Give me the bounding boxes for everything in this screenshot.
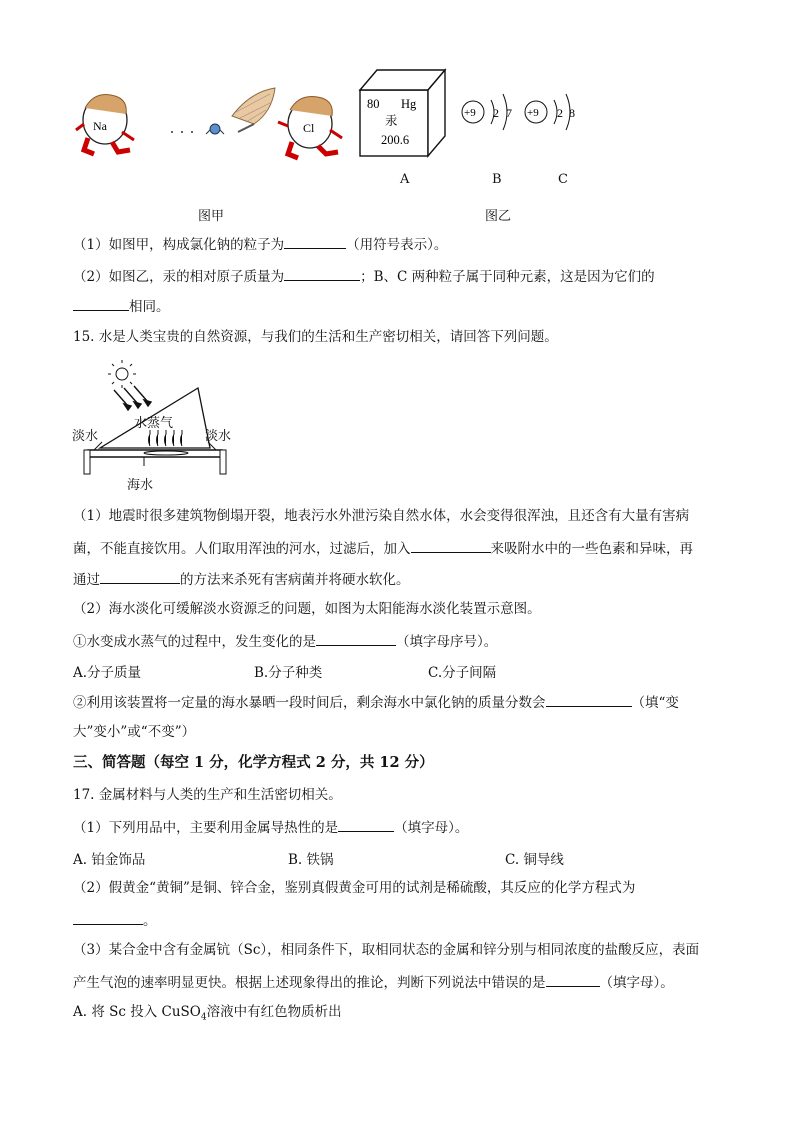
letter-a: A <box>400 172 410 187</box>
label-sea: 海水 <box>127 478 154 493</box>
figure-yi <box>355 62 605 162</box>
label-fresh-left: 淡水 <box>72 429 99 444</box>
q15-sub2: ②利用该装置将一定量的海水暴晒一段时间后，剩余海水中氯化钠的质量分数会 （填“变 <box>73 692 679 712</box>
q17-part2-cont: 。 <box>73 910 157 930</box>
q15-option-a: A.分子质量 <box>73 665 142 681</box>
answer-blank[interactable] <box>411 538 491 553</box>
answer-blank[interactable] <box>100 569 180 584</box>
atom-b-shell-2: 7 <box>506 106 512 120</box>
q17-part2: （2）假黄金“黄铜”是铜、锌合金，鉴别真假黄金可用的试剂是稀硫酸，其反应的化学方程式为 <box>73 880 636 896</box>
label-vapor: 水蒸气 <box>134 416 174 431</box>
answer-blank[interactable] <box>73 296 129 311</box>
q15-sub2-cont: 大”变小”或“不变”） <box>73 724 196 740</box>
sodium-chloride-cartoon <box>60 80 360 170</box>
q14-part1: （1）如图甲，构成氯化钠的粒子为 （用符号表示）。 <box>73 234 447 254</box>
letter-c: C <box>558 172 568 187</box>
letter-b: B <box>492 172 502 187</box>
atom-c-shell-1: 2 <box>557 106 563 120</box>
element-symbol: Hg <box>401 97 417 111</box>
q17-part1: （1）下列用品中，主要利用金属导热性的是 （填字母）。 <box>73 817 468 837</box>
answer-blank[interactable] <box>338 817 394 832</box>
atom-c-nucleus: +9 <box>527 107 539 119</box>
na-label: Na <box>93 119 107 133</box>
figure-yi-caption: 图乙 <box>485 209 512 224</box>
atom-b-nucleus: +9 <box>464 107 476 119</box>
q14-part2: （2）如图乙，汞的相对原子质量为 ；B、C 两种粒子属于同种元素，这是因为它们的 <box>73 266 655 286</box>
element-and-atoms <box>355 62 605 162</box>
atomic-mass: 200.6 <box>381 133 410 147</box>
answer-blank[interactable] <box>546 692 632 707</box>
answer-blank[interactable] <box>284 266 360 281</box>
q17-stem: 17. 金属材料与人类的生产和生活密切相关。 <box>73 787 342 803</box>
figure-jia-caption: 图甲 <box>198 209 225 224</box>
q14-part2-cont: 相同。 <box>73 296 170 316</box>
atom-b-shell-1: 2 <box>493 106 499 120</box>
element-name: 汞 <box>385 113 398 128</box>
answer-blank[interactable] <box>73 910 143 925</box>
q15-part2: （2）海水淡化可缓解淡水资源乏的问题，如图为太阳能海水淡化装置示意图。 <box>73 601 541 617</box>
label-fresh-right: 淡水 <box>205 429 232 444</box>
answer-blank[interactable] <box>316 631 396 646</box>
sunlight-arrows <box>114 386 151 410</box>
q15-part1-b: 菌，不能直接饮用。人们取用浑浊的河水，过滤后，加入 来吸附水中的一些色素和异味，再 <box>73 538 693 558</box>
figure-jia <box>60 80 360 170</box>
q15-sub1: ①水变成水蒸气的过程中，发生变化的是 （填字母序号）。 <box>73 631 497 651</box>
section-3-title: 三、简答题（每空 1 分，化学方程式 2 分，共 12 分） <box>73 754 434 771</box>
q17-option-c: C. 铜导线 <box>505 852 564 868</box>
q15-option-b: B.分子种类 <box>254 665 323 681</box>
atomic-number: 80 <box>367 97 380 111</box>
answer-blank[interactable] <box>546 972 600 987</box>
q17-part3-a: （3）某合金中含有金属钪（Sc），相同条件下，取相同状态的金属和锌分别与相同浓度的盐酸反应，表面 <box>73 942 700 958</box>
net-icon <box>232 88 275 132</box>
q17-option-a: A. 铂金饰品 <box>73 852 146 868</box>
atom-c-shell-2: 8 <box>569 106 575 120</box>
q15-stem: 15. 水是人类宝贵的自然资源，与我们的生活和生产密切相关，请回答下列问题。 <box>73 329 558 345</box>
q17-option-a-text: A. 将 Sc 投入 CuSO$_4$溶液中有红色物质析出 <box>73 1004 342 1023</box>
cl-label: Cl <box>303 121 315 135</box>
q15-part1-a: （1）地震时很多建筑物倒塌开裂，地表污水外泄污染自然水体，水会变得很浑浊，且还含有大量有害病 <box>73 508 690 524</box>
q15-option-c: C.分子间隔 <box>428 665 497 681</box>
q17-option-b: B. 铁锅 <box>288 852 334 868</box>
q17-part3-b: 产生气泡的速率明显更快。根据上述现象得出的推论，判断下列说法中错误的是 （填字母）。 <box>73 972 674 992</box>
answer-blank[interactable] <box>284 234 346 249</box>
sun-icon <box>108 360 136 388</box>
q15-part1-c: 通过 的方法来杀死有害病菌并将硬水软化。 <box>73 569 410 589</box>
